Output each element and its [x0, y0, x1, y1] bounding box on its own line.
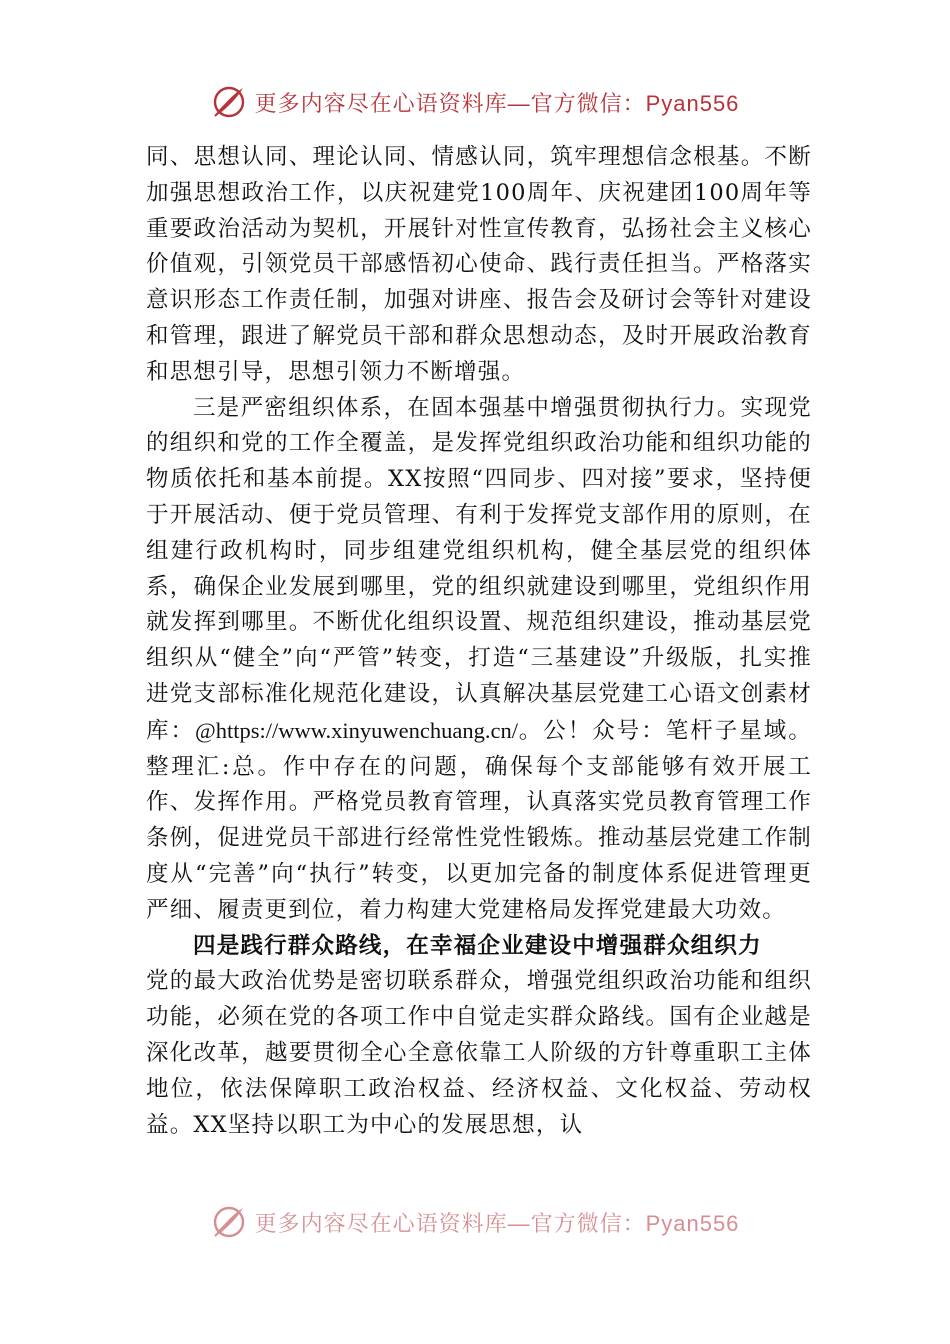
paragraph-three-text-a: 三是严密组织体系，在固本强基中增强贯彻执行力。实现党的组织和党的工作全覆盖，是发挥党组织政治功能和组织功能的物质依托和基本前提。XX按照“四同步、四对接”要求，坚持便于开展活动、便于党员管理、有利于发挥党支部作用的原则，在组建行政机构时，同步组建党组织机构，健全基层党的组织体系，确保企业发展到哪里，党的组织就建设到哪里，党组织作用就发挥到哪里。不断优化组织设置、规范组织建设，推动基层党组织从“健全”向“严管”转变，打造“三基建设”升级版，扎实推进党支部标准化规范化建设，认真解决基层党建工心语文创素材库：	[146, 394, 812, 744]
quill-logo-icon	[211, 1204, 247, 1240]
paragraph-three	[146, 391, 812, 929]
watermark-header	[0, 82, 950, 122]
paragraph-continuation: 同、思想认同、理论认同、情感认同，筑牢理想信念根基。不断加强思想政治工作，以庆祝建党100周年、庆祝建团100周年等重要政治活动为契机，开展针对性宣传教育，弘扬社会主义核心价值观，引领党员干部感悟初心使命、践行责任担当。严格落实意识形态工作责任制，加强对讲座、报告会及研讨会等针对建设和管理，跟进了解党员干部和群众思想动态，及时开展政治教育和思想引导，思想引领力不断增强。	[146, 144, 812, 385]
source-url: @https://www.xinyuwenchuang.cn/	[195, 717, 518, 743]
paragraph-three-text-b: 。公！众号：笔杆子星域。整理汇:总。作中存在的问题，确保每个支部能够有效开展工作、发挥作用。严格党员教育管理，认真落实党员教育管理工作条例，促进党员干部进行经常性党性锻炼。推动基层党建工作制度从“完善”向“执行”转变，以更加完备的制度体系促进管理更严细、履责更到位，着力构建大党建格局发挥党建最大功效。	[146, 717, 812, 923]
watermark-text: 更多内容尽在心语资料库—官方微信：Pyan556	[254, 1210, 740, 1236]
paragraph-four: 党的最大政治优势是密切联系群众，增强党组织政治功能和组织功能，必须在党的各项工作中自觉走实群众路线。国有企业越是深化改革，越要贯彻全心全意依靠工人阶级的方针尊重职工主体地位，依法保障职工政治权益、经济权益、文化权益、劳动权益。XX坚持以职工为中心的发展思想，认	[146, 968, 812, 1138]
quill-logo-icon	[211, 84, 247, 120]
watermark-footer	[0, 1202, 950, 1242]
section-heading-four: 四是践行群众路线，在幸福企业建设中增强群众组织力	[193, 932, 762, 959]
document-body	[146, 140, 812, 1202]
watermark-text: 更多内容尽在心语资料库—官方微信：Pyan556	[254, 90, 740, 116]
